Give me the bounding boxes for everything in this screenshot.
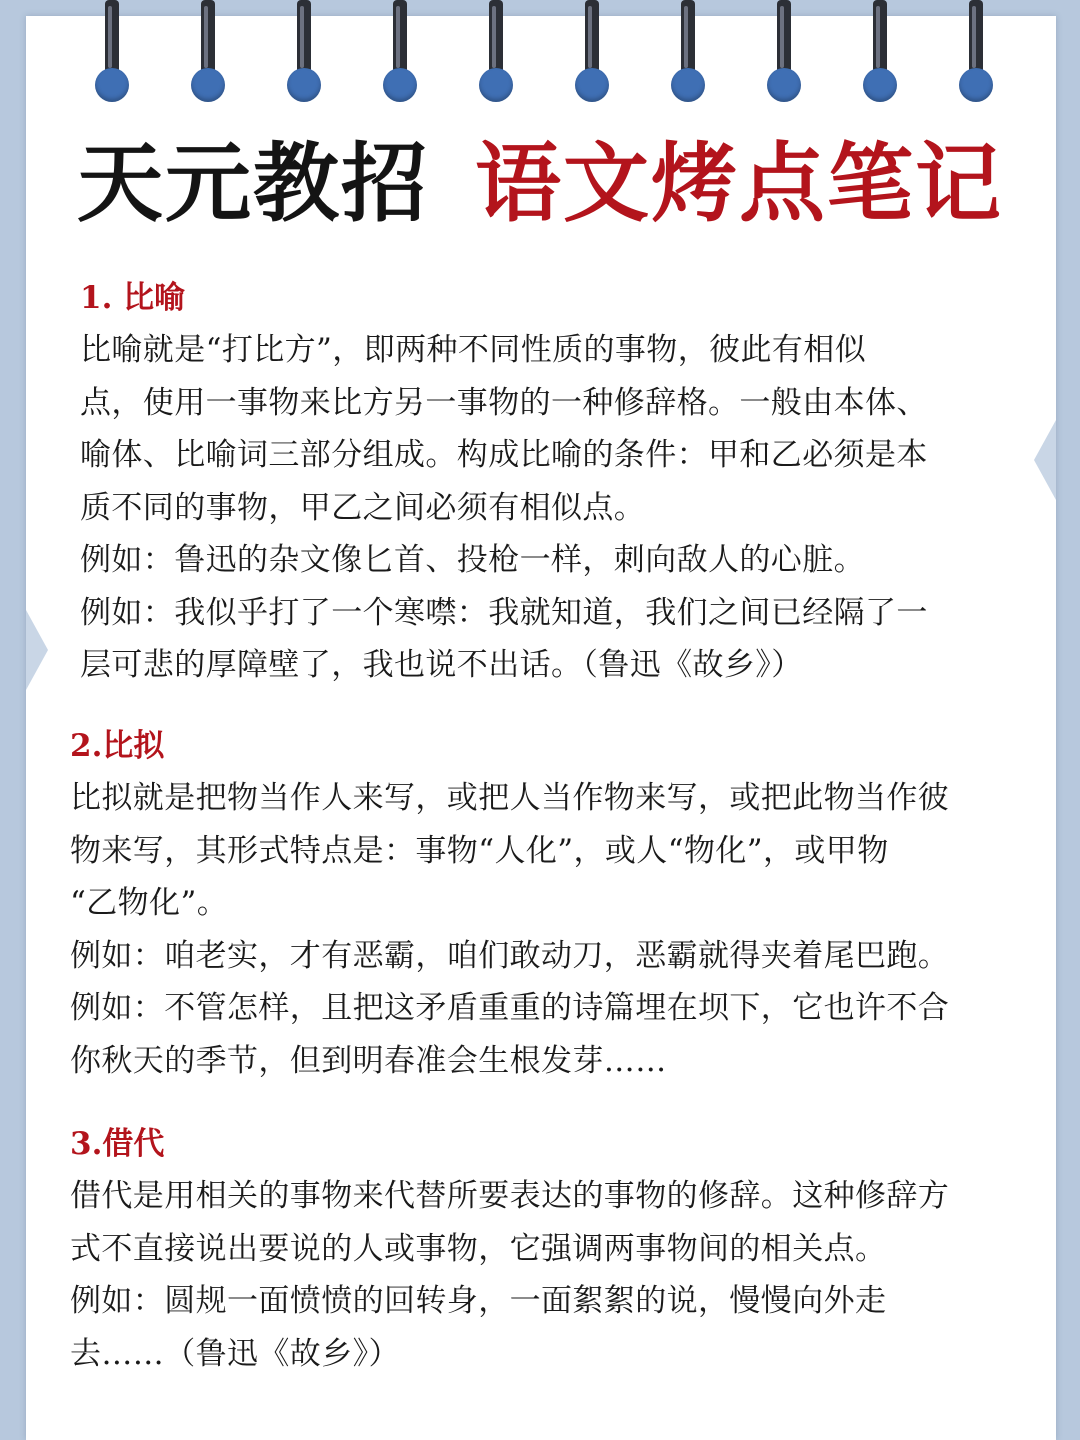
page-fold-right bbox=[1034, 420, 1056, 500]
example-line: 例如：不管怎样，且把这矛盾重重的诗篇埋在坝下，它也许不合 bbox=[70, 990, 950, 1026]
example-line: 例如：鲁迅的杂文像匕首、投枪一样，刺向敌人的心脏。 bbox=[80, 542, 865, 578]
page-fold-left bbox=[26, 610, 48, 690]
binding-ring-icon bbox=[188, 0, 228, 110]
text-line: 点，使用一事物来比方另一事物的一种修辞格。一般由本体、 bbox=[80, 384, 928, 421]
example-line: 例如：我似乎打了一个寒噤：我就知道，我们之间已经隔了一 bbox=[80, 594, 928, 631]
binding-ring-icon bbox=[92, 0, 132, 110]
example-line: 例如：咱老实，才有恶霸，咱们敢动刀，恶霸就得夹着尾巴跑。 bbox=[70, 937, 950, 974]
page-title bbox=[0, 132, 1080, 236]
text-line: 喻体、比喻词三部分组成。构成比喻的条件：甲和乙必须是本 bbox=[80, 437, 928, 473]
section-personification bbox=[70, 720, 1015, 1087]
binding-ring-icon bbox=[476, 0, 516, 110]
section-metonymy bbox=[70, 1118, 1015, 1380]
text-line: 物来写，其形式特点是：事物“人化”，或人“物化”，或甲物 bbox=[70, 832, 889, 869]
text-line: 比拟就是把物当作人来写，或把人当作物来写，或把此物当作彼 bbox=[70, 780, 950, 816]
text-line: 比喻就是“打比方”，即两种不同性质的事物，彼此有相似 bbox=[80, 332, 867, 368]
section-heading: 1. 比喻 bbox=[80, 280, 186, 316]
section-heading: 2.比拟 bbox=[70, 728, 165, 764]
title-brand: 天元教招 bbox=[77, 134, 429, 234]
binding-ring-icon bbox=[668, 0, 708, 110]
binding-ring-icon bbox=[284, 0, 324, 110]
example-line: 去……（鲁迅《故乡》） bbox=[70, 1335, 400, 1372]
binding-ring-icon bbox=[764, 0, 804, 110]
binding-ring-icon bbox=[860, 0, 900, 110]
section-simile bbox=[80, 272, 1025, 692]
example-line: 层可悲的厚障壁了，我也说不出话。（鲁迅《故乡》） bbox=[80, 647, 803, 683]
binding-ring-icon bbox=[572, 0, 612, 110]
binding-ring-icon bbox=[380, 0, 420, 110]
spiral-binding bbox=[0, 0, 1080, 120]
section-heading: 3.借代 bbox=[70, 1126, 165, 1162]
example-line: 例如：圆规一面愤愤的回转身，一面絮絮的说，慢慢向外走 bbox=[70, 1283, 887, 1319]
example-line: 你秋天的季节，但到明春准会生根发芽…… bbox=[70, 1042, 667, 1079]
text-line: 质不同的事物，甲乙之间必须有相似点。 bbox=[80, 489, 646, 526]
binding-ring-icon bbox=[956, 0, 996, 110]
text-line: “乙物化”。 bbox=[70, 885, 229, 921]
title-subject: 语文烤点笔记 bbox=[475, 134, 1003, 234]
text-line: 借代是用相关的事物来代替所要表达的事物的修辞。这种修辞方 bbox=[70, 1178, 950, 1214]
text-line: 式不直接说出要说的人或事物，它强调两事物间的相关点。 bbox=[70, 1230, 887, 1267]
